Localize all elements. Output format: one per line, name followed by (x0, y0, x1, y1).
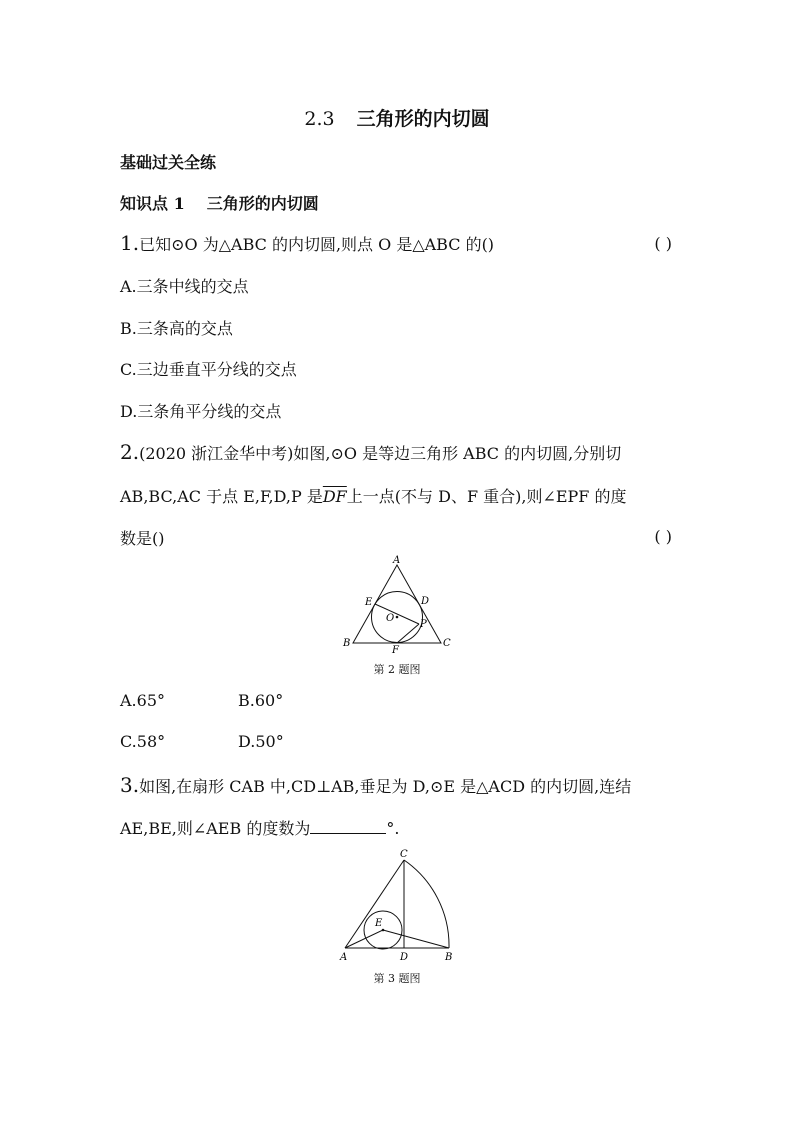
question-3-stem-line-2 (120, 816, 399, 839)
question-1-option-c: C.三边垂直平分线的交点 (120, 360, 297, 379)
question-2-option-d: D.50° (238, 732, 284, 751)
label-e: E (375, 918, 383, 929)
label-d: D (421, 596, 430, 607)
question-2-option-c: C.58° (120, 732, 166, 751)
label-p: P (420, 619, 427, 630)
label-a: A (393, 555, 401, 566)
center-o-dot (396, 616, 399, 619)
question-1-option-b: B.三条高的交点 (120, 319, 233, 338)
answer-blank[interactable] (310, 819, 386, 834)
section-heading: 基础过关全练 (120, 153, 217, 172)
question-3-stem-line-1 (120, 773, 631, 797)
question-1-answer-paren: ( ) (654, 234, 672, 253)
arc-df: $\overline{DF}$ (322, 487, 347, 506)
label-b: B (445, 952, 453, 963)
question-1-stem (120, 231, 494, 255)
question-2-stem-line-3: 数是() (120, 529, 165, 548)
title-text: 三角形的内切圆 (356, 108, 490, 130)
question-2-stem-line-1 (120, 440, 621, 464)
label-e: E (365, 597, 373, 608)
label-f: F (392, 645, 399, 655)
arc-cb (404, 860, 449, 948)
figure-2-diagram (335, 553, 465, 655)
question-3-line-2a: AE,BE,则∠AEB 的度数为 (120, 819, 311, 838)
label-c: C (400, 849, 408, 860)
label-o: O (386, 613, 395, 624)
knowledge-point-heading (120, 191, 319, 214)
title-number: 2.3 (304, 108, 335, 130)
question-2-option-a: A.65° (120, 691, 165, 710)
question-3-line-2b: °. (386, 819, 400, 838)
page-title (0, 104, 794, 131)
segment-ep (375, 604, 419, 624)
figure-2-caption: 第 2 题图 (373, 663, 421, 676)
question-2-stem-line-2 (120, 484, 627, 507)
question-3-line-1: 如图,在扇形 CAB 中,CD⊥AB,垂足为 D,⊙E 是△ACD 的内切圆,连结 (139, 777, 632, 796)
question-1-text: 已知⊙O 为△ABC 的内切圆,则点 O 是△ABC 的() (139, 235, 495, 254)
label-a: A (340, 952, 348, 963)
label-d: D (400, 952, 409, 963)
knowledge-point-label: 知识点 1 (120, 194, 185, 213)
question-2-line-2b: 上一点(不与 D、F 重合),则∠EPF 的度 (346, 487, 627, 506)
question-1-option-a: A.三条中线的交点 (120, 277, 249, 296)
figure-3-diagram (335, 846, 465, 966)
question-1-number: 1. (120, 231, 140, 255)
label-c: C (443, 638, 451, 649)
question-2-line-2a: AB,BC,AC 于点 E,F,D,P 是 (120, 487, 323, 506)
center-e-dot (382, 929, 385, 932)
question-2-answer-paren: ( ) (654, 527, 672, 546)
segment-ac (345, 860, 404, 948)
question-3-number: 3. (120, 773, 140, 797)
segment-be (383, 930, 449, 948)
label-b: B (343, 638, 351, 649)
question-1-option-d: D.三条角平分线的交点 (120, 402, 282, 421)
question-2-line-1: (2020 浙江金华中考)如图,⊙O 是等边三角形 ABC 的内切圆,分别切 (139, 444, 622, 463)
knowledge-point-text: 三角形的内切圆 (206, 194, 319, 213)
figure-3-caption: 第 3 题图 (373, 972, 421, 985)
question-2-number: 2. (120, 440, 140, 464)
question-2-option-b: B.60° (238, 691, 284, 710)
